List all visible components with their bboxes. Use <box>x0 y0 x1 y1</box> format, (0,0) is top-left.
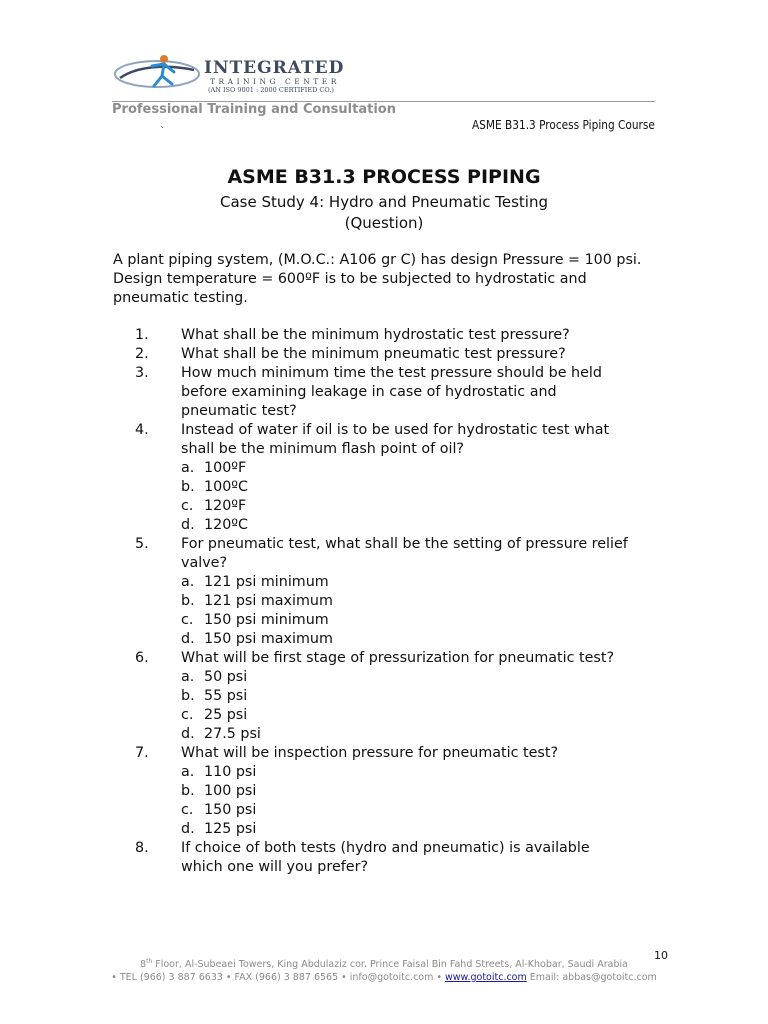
option-text: 100ºF <box>204 460 247 476</box>
stray-mark: ` <box>160 126 165 137</box>
logo-name: INTEGRATED <box>204 58 345 78</box>
page-title: ASME B31.3 PROCESS PIPING <box>227 166 541 188</box>
question-number: 2. <box>135 346 149 362</box>
option-label: a. <box>181 574 195 590</box>
option-label: d. <box>181 631 195 647</box>
course-name: ASME B31.3 Process Piping Course <box>472 118 655 132</box>
subtitle-line: (Question) <box>344 214 424 232</box>
question-text: If choice of both tests (hydro and pneumatic) is available <box>181 840 590 856</box>
company-logo <box>112 50 372 98</box>
question-number: 1. <box>135 327 149 343</box>
option-text: 150 psi <box>204 802 257 818</box>
question-text: which one will you prefer? <box>181 859 369 875</box>
option-label: a. <box>181 764 195 780</box>
option-label: d. <box>181 517 195 533</box>
intro-paragraph: A plant piping system, (M.O.C.: A106 gr C) has design Pressure = 100 psi. Design temperature = 600ºF is to be subjected to hydrostatic and pneumatic testing. <box>113 252 642 306</box>
question-text: valve? <box>181 555 228 571</box>
option-text: 125 psi <box>204 821 257 837</box>
question-number: 6. <box>135 650 149 666</box>
subtitle-line: Case Study 4: Hydro and Pneumatic Testing <box>220 193 548 211</box>
question-text: What shall be the minimum pneumatic test pressure? <box>181 346 566 362</box>
footer-address-floor: 8 <box>140 959 147 971</box>
option-label: c. <box>181 802 194 818</box>
website-link[interactable]: www.gotoitc.com <box>445 972 527 983</box>
option-text: 110 psi <box>204 764 257 780</box>
option-text: 120ºC <box>204 517 249 533</box>
footer-contact <box>0 972 768 983</box>
question-text: What will be inspection pressure for pneumatic test? <box>181 745 559 761</box>
option-text: 100 psi <box>204 783 257 799</box>
option-label: c. <box>181 498 194 514</box>
question-number: 3. <box>135 365 149 381</box>
option-label: c. <box>181 707 194 723</box>
option-text: 150 psi minimum <box>204 612 329 628</box>
option-label: c. <box>181 612 194 628</box>
page-subtitle <box>0 192 768 234</box>
option-label: a. <box>181 669 195 685</box>
page-number: 10 <box>654 949 668 962</box>
question-text: before examining leakage in case of hydrostatic and <box>181 384 557 400</box>
option-text: 100ºC <box>204 479 249 495</box>
option-text: 27.5 psi <box>204 726 261 742</box>
question-text: How much minimum time the test pressure should be held <box>181 365 602 381</box>
option-label: b. <box>181 783 195 799</box>
option-text: 55 psi <box>204 688 248 704</box>
question-number: 8. <box>135 840 149 856</box>
option-text: 50 psi <box>204 669 248 685</box>
option-label: b. <box>181 688 195 704</box>
option-label: b. <box>181 479 195 495</box>
swoosh-figure-logo-icon <box>112 50 202 98</box>
question-text: For pneumatic test, what shall be the setting of pressure relief <box>181 536 628 552</box>
footer-address <box>0 958 768 970</box>
footer-phone-fax: • TEL (966) 3 887 6633 • FAX (966) 3 887 6565 • info@gotoitc.com • <box>111 972 446 983</box>
question-text: Instead of water if oil is to be used for hydrostatic test what <box>181 422 610 438</box>
logo-subtitle: TRAINING CENTER <box>210 77 340 86</box>
footer-email: Email: abbas@gotoitc.com <box>526 972 657 983</box>
footer-address-ordinal: th <box>146 958 153 965</box>
question-number: 5. <box>135 536 149 552</box>
question-text: pneumatic test? <box>181 403 297 419</box>
question-text: shall be the minimum flash point of oil? <box>181 441 465 457</box>
logo-iso-note: (AN ISO 9001 : 2000 CERTIFIED CO.) <box>208 86 334 94</box>
option-text: 150 psi maximum <box>204 631 333 647</box>
option-label: b. <box>181 593 195 609</box>
option-label: a. <box>181 460 195 476</box>
option-text: 121 psi maximum <box>204 593 333 609</box>
option-text: 121 psi minimum <box>204 574 329 590</box>
option-label: d. <box>181 726 195 742</box>
question-number: 7. <box>135 745 149 761</box>
question-text: What shall be the minimum hydrostatic test pressure? <box>181 327 570 343</box>
option-text: 120ºF <box>204 498 247 514</box>
footer-address-text: Floor, Al-Subeaei Towers, King Abdulaziz cor. Prince Faisal Bin Fahd Streets, Al-Khobar, Saudi Arabia <box>152 959 628 971</box>
question-number: 4. <box>135 422 149 438</box>
header-tagline: Professional Training and Consultation <box>112 102 396 117</box>
question-text: What will be first stage of pressurization for pneumatic test? <box>181 650 615 666</box>
option-label: d. <box>181 821 195 837</box>
option-text: 25 psi <box>204 707 248 723</box>
